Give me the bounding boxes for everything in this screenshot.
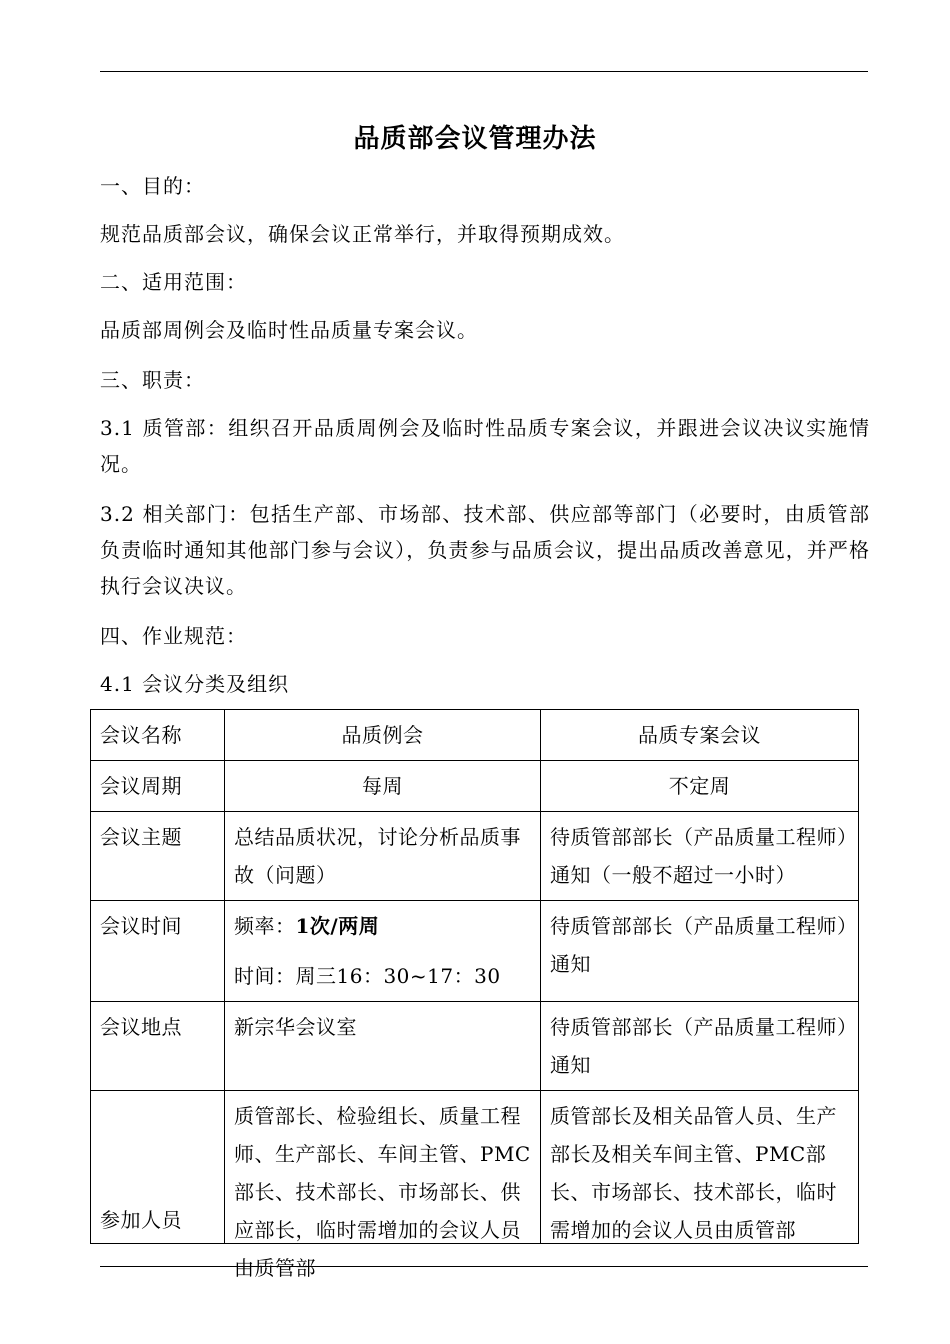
section-1-heading: 一、目的：	[100, 174, 205, 198]
table-cell: 会议时间	[91, 901, 225, 1002]
attendees-label: 参加人员	[100, 1208, 182, 1232]
frequency-value: 1次/两周	[295, 914, 380, 938]
table-cell: 品质例会	[225, 710, 541, 761]
table-row	[91, 901, 859, 1002]
attendees-special: 质管部长及相关品管人员、生产部长及相关车间主管、PMC部长、市场部长、技术部长，临时需增加的会议人员由质管部	[550, 1104, 837, 1242]
table-row	[91, 710, 859, 761]
table-cell	[225, 1091, 541, 1280]
time-line: 时间：周三16：30~17：30	[234, 964, 501, 988]
table-cell: 新宗华会议室	[225, 1002, 541, 1091]
section-3-1-paragraph: 3.1 质管部：组织召开品质周例会及临时性品质专案会议，并跟进会议决议实施情况。	[100, 416, 870, 476]
section-3-heading: 三、职责：	[100, 368, 205, 392]
table-cell	[541, 1091, 859, 1244]
table-row	[91, 761, 859, 812]
footer-rule	[100, 1266, 868, 1267]
table-cell: 总结品质状况，讨论分析品质事故（问题）	[225, 812, 541, 901]
section-4-heading: 四、作业规范：	[100, 624, 247, 648]
table-cell: 不定周	[541, 761, 859, 812]
frequency-label: 频率：	[234, 914, 296, 938]
attendees-regular: 质管部长、检验组长、质量工程师、生产部长、车间主管、PMC部长、技术部长、市场部长、供应部长，临时需增加的会议人员由质管部	[234, 1104, 531, 1280]
table-cell	[225, 901, 541, 1002]
section-3-2-paragraph: 3.2 相关部门：包括生产部、市场部、技术部、供应部等部门（必要时，由质管部负责临时通知其他部门参与会议），负责参与品质会议，提出品质改善意见，并严格执行会议决议。	[100, 502, 870, 598]
section-4-1-heading: 4.1 会议分类及组织	[100, 672, 290, 696]
table-row	[91, 1091, 859, 1244]
section-2-heading: 二、适用范围：	[100, 270, 247, 294]
table-cell: 待质管部部长（产品质量工程师）通知	[541, 1002, 859, 1091]
table-cell: 会议主题	[91, 812, 225, 901]
table-row	[91, 1002, 859, 1091]
section-2-body: 品质部周例会及临时性品质量专案会议。	[100, 318, 478, 342]
section-1-body: 规范品质部会议，确保会议正常举行，并取得预期成效。	[100, 222, 625, 246]
table-cell: 品质专案会议	[541, 710, 859, 761]
document-title: 品质部会议管理办法	[353, 124, 597, 154]
header-rule	[100, 71, 868, 72]
table-cell: 待质管部部长（产品质量工程师）通知	[541, 901, 859, 1002]
table-cell	[91, 1091, 225, 1244]
table-cell: 会议地点	[91, 1002, 225, 1091]
table-cell: 每周	[225, 761, 541, 812]
table-row	[91, 812, 859, 901]
table-cell: 会议名称	[91, 710, 225, 761]
table-cell: 待质管部部长（产品质量工程师）通知（一般不超过一小时）	[541, 812, 859, 901]
frequency-line	[234, 907, 531, 945]
table-cell: 会议周期	[91, 761, 225, 812]
meeting-classification-table	[90, 709, 859, 1280]
